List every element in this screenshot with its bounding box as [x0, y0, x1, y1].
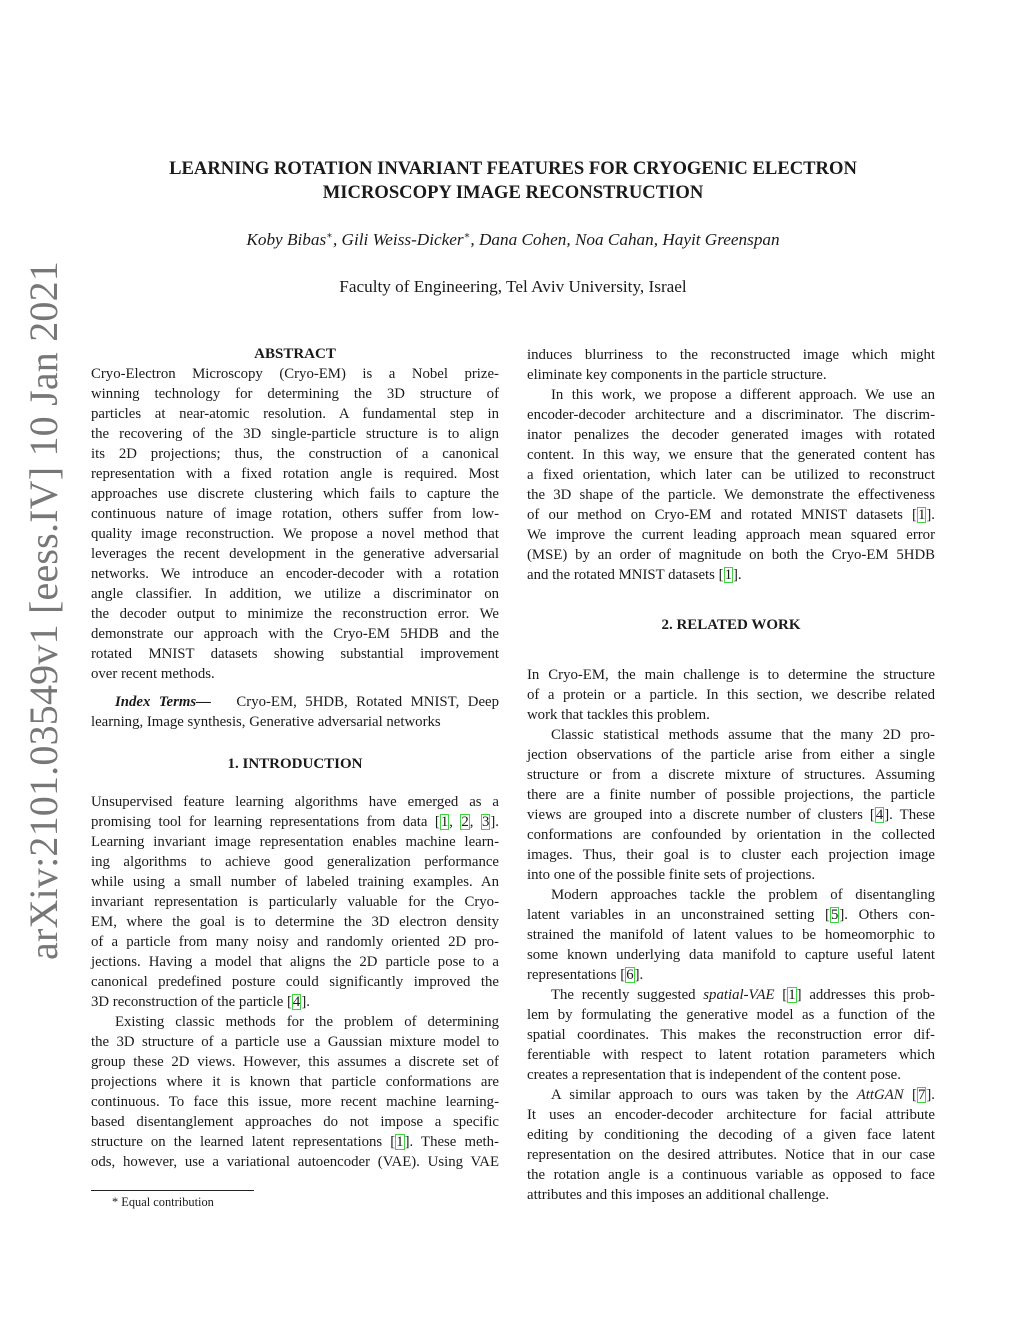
- section-heading: 2. RELATED WORK: [661, 617, 801, 633]
- left-column: [91, 344, 499, 1172]
- paragraph-line: of a protein or a particle. In this section, we describe related: [527, 687, 935, 703]
- paragraph-line: creates a representation that is independent of the content pose.: [527, 1067, 901, 1083]
- paragraph-line: representation with a fixed rotation angle is required. Most: [91, 466, 499, 482]
- paragraph-line: Existing classic methods for the problem of determining: [115, 1014, 499, 1030]
- paragraph-line: representation on the desired attributes. Notice that in our case: [527, 1147, 935, 1163]
- paragraph-line: the decoder output to minimize the reconstruction error. We: [91, 606, 499, 622]
- title-line: LEARNING ROTATION INVARIANT FEATURES FOR CRYOGENIC ELECTRON: [169, 158, 857, 179]
- paragraph-line: rotated MNIST datasets showing substantial improvement: [91, 646, 499, 662]
- paragraph-line: The recently suggested spatial-VAE [1] addresses this prob-: [551, 987, 935, 1003]
- paragraph-line: Classic statistical methods assume that the many 2D pro-: [551, 727, 935, 743]
- paragraph-line: representations [6].: [527, 967, 644, 983]
- author-name: Koby Bibas: [246, 230, 327, 249]
- index-terms-label: Index Terms—: [115, 694, 211, 710]
- paragraph-line: a fixed orientation, which later can be utilized to reconstruct: [527, 467, 935, 483]
- paragraph-line: ods, however, use a variational autoencoder (VAE). Using VAE: [91, 1154, 499, 1170]
- citation-link[interactable]: 6: [626, 967, 634, 983]
- paragraph-line: canonical predefined posture could significantly improved the: [91, 974, 499, 990]
- author-name: Hayit Greenspan: [662, 230, 780, 249]
- paragraph-line: projections where it is known that particle conformations are: [91, 1074, 499, 1090]
- citation-link[interactable]: 1: [917, 507, 926, 523]
- paragraph-line: views are grouped into a discrete number of clusters [4]. These: [527, 807, 935, 823]
- citation-link[interactable]: 1: [396, 1134, 404, 1150]
- paragraph-line: over recent methods.: [91, 666, 215, 682]
- paragraph-line: strained the manifold of latent values to be homeomorphic to: [527, 927, 935, 943]
- paragraph-line: latent variables in an unconstrained setting [5]. Others con-: [527, 907, 935, 923]
- paragraph-line: structure on the learned latent representations [1]. These meth-: [91, 1134, 499, 1150]
- paragraph-line: particles at near-atomic resolution. A fundamental step in: [91, 406, 499, 422]
- paragraph-line: quality image reconstruction. We propose a novel method that: [91, 526, 499, 542]
- citation-link[interactable]: 7: [917, 1087, 926, 1103]
- index-terms-line: learning, Image synthesis, Generative adversarial networks: [91, 714, 441, 730]
- section-heading: ABSTRACT: [254, 346, 336, 362]
- paragraph-line: its 2D projections; thus, the construction of a canonical: [91, 446, 499, 462]
- paragraph-line: of a particle from many noisy and randomly oriented 2D pro-: [91, 934, 499, 950]
- paragraph-line: ing algorithms to achieve good generalization performance: [91, 854, 499, 870]
- citation-link[interactable]: 4: [875, 807, 884, 823]
- paragraph-line: Unsupervised feature learning algorithms have emerged as a: [91, 794, 499, 810]
- paragraph-line: approaches use discrete clustering which fails to capture the: [91, 486, 499, 502]
- paragraph-line: demonstrate our approach with the Cryo-EM 5HDB and the: [91, 626, 499, 642]
- paragraph-line: continuous. To face this issue, more recent machine learning-: [91, 1094, 499, 1110]
- paragraph-line: there are a finite number of possible projections, the particle: [527, 787, 935, 803]
- paragraph-line: networks. We introduce an encoder-decoder with a rotation: [91, 566, 499, 582]
- author-name: Noa Cahan: [574, 230, 654, 249]
- paper-title: [100, 157, 926, 205]
- paragraph-line: inator penalizes the decoder generated images with rotated: [527, 427, 935, 443]
- citation-link[interactable]: 4: [292, 994, 301, 1010]
- paragraph-line: images. Thus, their goal is to cluster each projection image: [527, 847, 935, 863]
- paragraph-line: spatial coordinates. This makes the reconstruction error dif-: [527, 1027, 935, 1043]
- footnote-rule: [91, 1190, 254, 1191]
- paragraph-line: eliminate key components in the particle structure.: [527, 367, 827, 383]
- paragraph-line: structure or from a discrete mixture of structures. Assuming: [527, 767, 935, 783]
- paragraph-line: the rotation angle is a continuous variable as opposed to face: [527, 1167, 935, 1183]
- citation-link[interactable]: 3: [481, 814, 490, 830]
- paragraph-line: of our method on Cryo-EM and rotated MNIST datasets [1].: [527, 507, 935, 523]
- paragraph-line: continuous nature of image rotation, others suffer from low-: [91, 506, 499, 522]
- paragraph-line: lem by formulating the generative model as a function of the: [527, 1007, 935, 1023]
- paragraph-line: (MSE) by an order of magnitude on both the Cryo-EM 5HDB: [527, 547, 935, 563]
- title-line: MICROSCOPY IMAGE RECONSTRUCTION: [322, 182, 704, 203]
- footnote: * Equal contribution: [112, 1195, 214, 1209]
- paragraph-line: A similar approach to ours was taken by the AttGAN [7].: [551, 1087, 935, 1103]
- section-heading: 1. INTRODUCTION: [227, 756, 363, 772]
- paragraph-line: jections. Having a model that aligns the 2D particle pose to a: [91, 954, 499, 970]
- paragraph-line: In this work, we propose a different approach. We use an: [551, 387, 935, 403]
- paragraph-line: leverages the recent development in the generative adversarial: [91, 546, 499, 562]
- paragraph-line: We improve the current leading approach mean squared error: [527, 527, 935, 543]
- paragraph-line: It uses an encoder-decoder architecture for facial attribute: [527, 1107, 935, 1123]
- paragraph-line: some known underlying data manifold to capture useful latent: [527, 947, 935, 963]
- citation-link[interactable]: 1: [788, 987, 796, 1003]
- index-terms-line: Index Terms— Cryo-EM, 5HDB, Rotated MNIST, Deep: [115, 694, 500, 710]
- equal-contribution-mark: ∗: [463, 230, 471, 242]
- paragraph-line: into one of the possible finite sets of projections.: [527, 867, 816, 883]
- paragraph-line: the 3D shape of the particle. We demonstrate the effectiveness: [527, 487, 935, 503]
- equal-contribution-mark: ∗: [326, 230, 333, 242]
- paragraph-line: EM, where the goal is to determine the 3D electron density: [91, 914, 499, 930]
- paragraph-line: induces blurriness to the reconstructed image which might: [527, 347, 935, 363]
- author-name: Gili Weiss-Dicker: [341, 230, 464, 249]
- paragraph-line: based disentanglement approaches do not impose a specific: [91, 1114, 499, 1130]
- paragraph-line: content. In this way, we ensure that the generated content has: [527, 447, 935, 463]
- paragraph-line: encoder-decoder architecture and a discriminator. The discrim-: [527, 407, 935, 423]
- paragraph-line: group these 2D views. However, this assumes a discrete set of: [91, 1054, 499, 1070]
- paragraph-line: In Cryo-EM, the main challenge is to determine the structure: [527, 667, 935, 683]
- paragraph-line: promising tool for learning representations from data [1, 2, 3].: [91, 814, 499, 830]
- paragraph-line: Cryo-Electron Microscopy (Cryo-EM) is a Nobel prize-: [91, 366, 499, 382]
- paragraph-line: winning technology for determining the 3D structure of: [91, 386, 499, 402]
- paragraph-line: ferentiable with respect to latent rotation parameters which: [527, 1047, 935, 1063]
- paragraph-line: invariant representation is particularly valuable for the Cryo-: [91, 894, 499, 910]
- paragraph-line: attributes and this imposes an additional challenge.: [527, 1187, 830, 1203]
- paragraph-line: the 3D structure of a particle use a Gaussian mixture model to: [91, 1034, 499, 1050]
- affiliation: Faculty of Engineering, Tel Aviv University, Israel: [339, 277, 687, 296]
- author-name: Dana Cohen: [478, 230, 567, 249]
- paragraph-line: jection observations of the particle arise from either a single: [527, 747, 935, 763]
- paragraph-line: Learning invariant image representation enables machine learn-: [91, 834, 499, 850]
- paragraph-line: and the rotated MNIST datasets [1].: [527, 567, 742, 583]
- author-list: Koby Bibas∗, Gili Weiss-Dicker∗, Dana Cohen, Noa Cahan, Hayit Greenspan: [246, 230, 780, 249]
- right-column: [527, 345, 935, 1205]
- citation-link[interactable]: 5: [830, 907, 839, 923]
- paragraph-line: editing by conditioning the decoding of a given face latent: [527, 1127, 935, 1143]
- paragraph-line: 3D reconstruction of the particle [4].: [91, 994, 310, 1010]
- paragraph-line: the recovering of the 3D single-particle structure is to align: [91, 426, 499, 442]
- citation-link[interactable]: 1: [440, 814, 449, 830]
- citation-link[interactable]: 1: [724, 567, 732, 583]
- paragraph-line: while using a small number of labeled training examples. An: [91, 874, 499, 890]
- paragraph-line: Modern approaches tackle the problem of disentangling: [551, 887, 935, 903]
- paragraph-line: conformations are confounded by orientation in the collected: [527, 827, 935, 843]
- arxiv-identifier-stamp: arXiv:2101.03549v1 [eess.IV] 10 Jan 2021: [21, 261, 66, 960]
- paragraph-line: angle classifier. In addition, we utilize a discriminator on: [91, 586, 499, 602]
- paragraph-line: work that tackles this problem.: [527, 707, 710, 723]
- citation-link[interactable]: 2: [461, 814, 469, 830]
